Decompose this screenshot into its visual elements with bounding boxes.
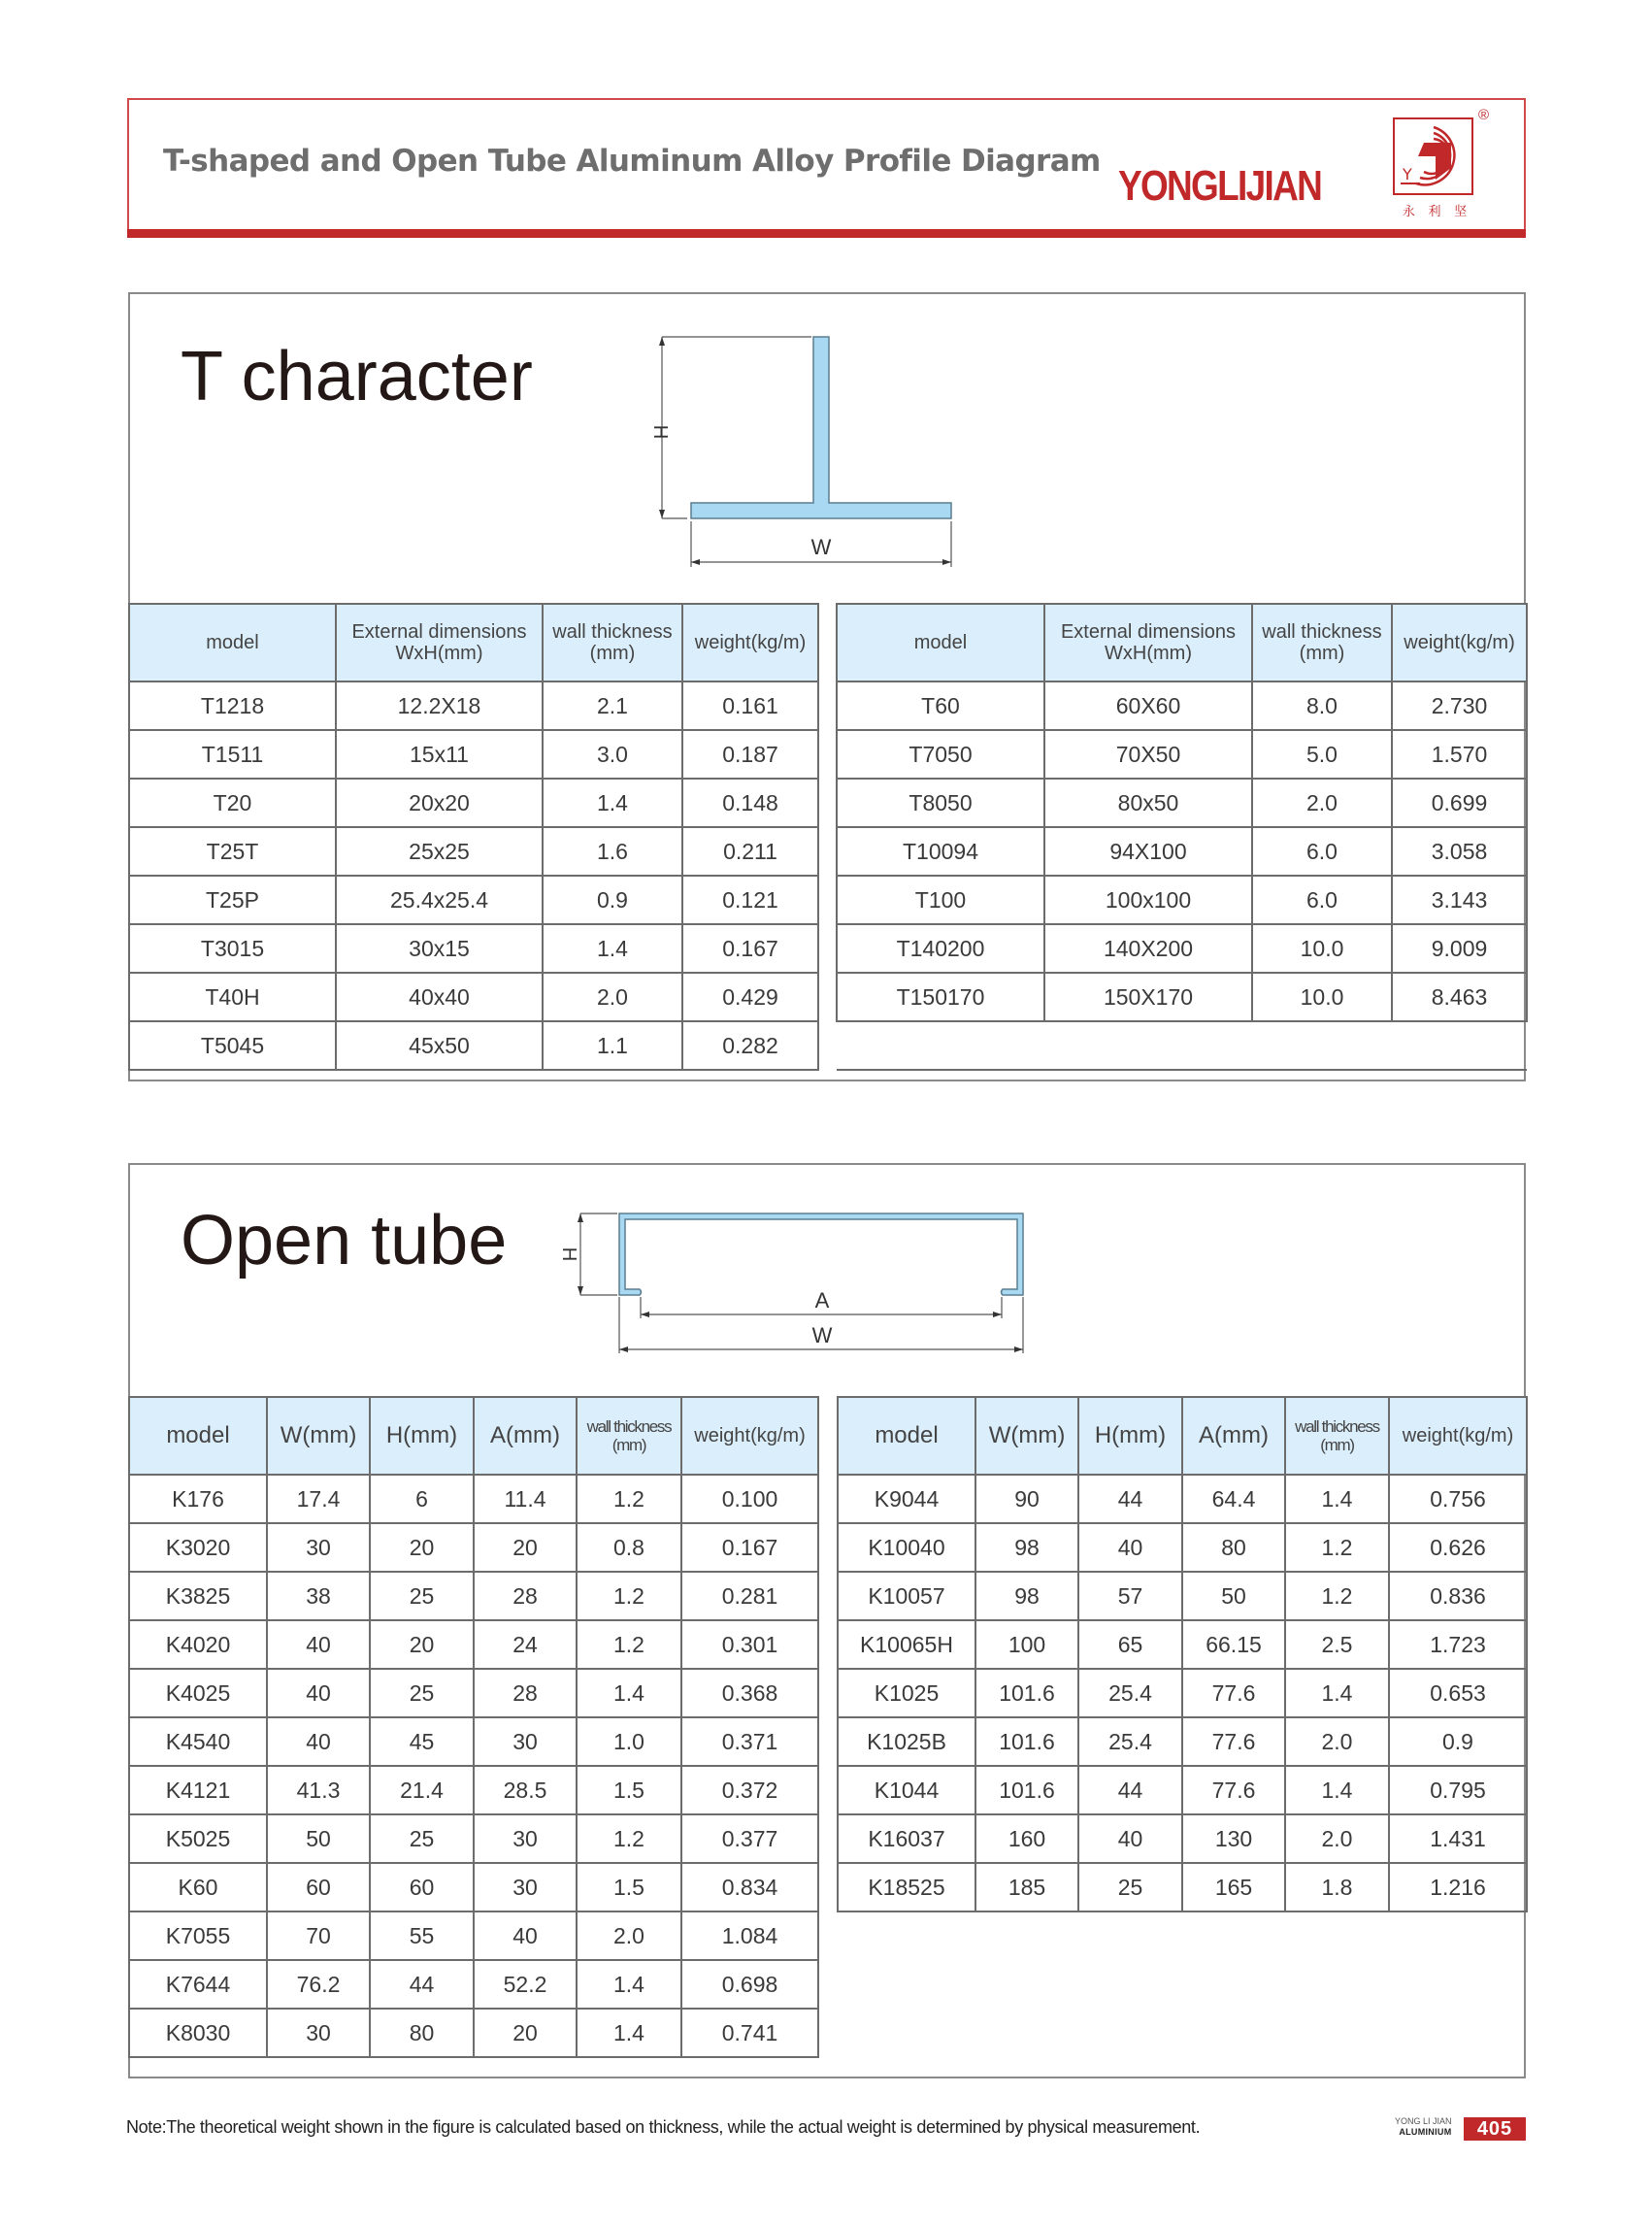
width-dimension-label: W xyxy=(810,535,832,559)
table-cell: 25.4 xyxy=(1078,1717,1182,1766)
t-section-title: T character xyxy=(181,338,533,415)
table-cell: 94X100 xyxy=(1044,827,1252,876)
table-cell: 0.377 xyxy=(681,1814,818,1863)
table-cell: 101.6 xyxy=(975,1669,1078,1717)
table-cell: 2.5 xyxy=(1285,1620,1389,1669)
table-cell: 21.4 xyxy=(370,1766,474,1814)
table-cell: 30 xyxy=(474,1863,577,1911)
table-cell: 70 xyxy=(267,1911,370,1960)
table-row xyxy=(129,730,818,779)
table-cell: 25.4x25.4 xyxy=(336,876,543,924)
col-width: W(mm) xyxy=(975,1397,1078,1475)
table-cell: 60 xyxy=(267,1863,370,1911)
table-cell: 98 xyxy=(975,1572,1078,1620)
table-cell: 0.756 xyxy=(1389,1475,1527,1523)
col-model: model xyxy=(837,604,1044,681)
header-red-rule xyxy=(127,229,1526,238)
cell-model: T150170 xyxy=(837,973,1044,1021)
table-cell: 1.570 xyxy=(1392,730,1527,779)
table-cell: 2.0 xyxy=(543,973,682,1021)
table-cell: 0.834 xyxy=(681,1863,818,1911)
table-cell: 41.3 xyxy=(267,1766,370,1814)
table-cell: 1.4 xyxy=(543,924,682,973)
table-cell: 0.371 xyxy=(681,1717,818,1766)
cell-model: T60 xyxy=(837,681,1044,730)
table-row xyxy=(129,1911,818,1960)
table-cell: 1.084 xyxy=(681,1911,818,1960)
cell-model: T1218 xyxy=(129,681,336,730)
table-row xyxy=(129,1863,818,1911)
table-cell: 30 xyxy=(267,1523,370,1572)
table-cell: 9.009 xyxy=(1392,924,1527,973)
table-cell: 1.2 xyxy=(577,1572,681,1620)
cell-model: T20 xyxy=(129,779,336,827)
table-cell: 70X50 xyxy=(1044,730,1252,779)
table-cell: 2.1 xyxy=(543,681,682,730)
table-cell: 8.463 xyxy=(1392,973,1527,1021)
table-cell: 20x20 xyxy=(336,779,543,827)
cell-model: T140200 xyxy=(837,924,1044,973)
table-cell: 0.211 xyxy=(682,827,818,876)
open-tube-section-title: Open tube xyxy=(181,1202,508,1280)
cell-model: K1025 xyxy=(838,1669,975,1717)
t-spec-table-right xyxy=(836,603,1528,1071)
table-cell: 160 xyxy=(975,1814,1078,1863)
col-opening: A(mm) xyxy=(474,1397,577,1475)
table-cell: 0.282 xyxy=(682,1021,818,1070)
table-cell: 0.9 xyxy=(543,876,682,924)
table-cell: 2.0 xyxy=(1285,1814,1389,1863)
table-cell: 64.4 xyxy=(1182,1475,1285,1523)
table-row xyxy=(837,681,1527,730)
table-cell: 1.1 xyxy=(543,1021,682,1070)
table-cell: 17.4 xyxy=(267,1475,370,1523)
table-row xyxy=(838,1523,1527,1572)
table-cell: 0.148 xyxy=(682,779,818,827)
col-width: W(mm) xyxy=(267,1397,370,1475)
table-header-row xyxy=(837,604,1527,681)
table-cell: 44 xyxy=(1078,1475,1182,1523)
cell-model: K7644 xyxy=(129,1960,267,2009)
table-cell: 57 xyxy=(1078,1572,1182,1620)
table-cell: 5.0 xyxy=(1252,730,1392,779)
table-cell: 28 xyxy=(474,1669,577,1717)
document-title: T-shaped and Open Tube Aluminum Alloy Profile Diagram xyxy=(163,144,1101,179)
table-cell: 1.431 xyxy=(1389,1814,1527,1863)
table-cell: 45x50 xyxy=(336,1021,543,1070)
table-cell: 20 xyxy=(474,1523,577,1572)
table-cell: 77.6 xyxy=(1182,1766,1285,1814)
table-cell: 1.2 xyxy=(577,1814,681,1863)
table-cell: 12.2X18 xyxy=(336,681,543,730)
table-cell: 0.795 xyxy=(1389,1766,1527,1814)
table-row xyxy=(129,1475,818,1523)
cell-model: T40H xyxy=(129,973,336,1021)
table-row xyxy=(838,1572,1527,1620)
cell-model: K60 xyxy=(129,1863,267,1911)
table-cell: 50 xyxy=(267,1814,370,1863)
table-cell: 1.4 xyxy=(1285,1669,1389,1717)
registered-mark: ® xyxy=(1478,107,1490,123)
empty-row xyxy=(837,1021,1527,1070)
t-profile-diagram xyxy=(621,325,971,582)
table-cell: 6 xyxy=(370,1475,474,1523)
table-cell: 6.0 xyxy=(1252,876,1392,924)
table-row xyxy=(837,876,1527,924)
table-cell: 76.2 xyxy=(267,1960,370,2009)
table-cell: 1.4 xyxy=(577,1960,681,2009)
table-cell: 0.372 xyxy=(681,1766,818,1814)
table-cell: 20 xyxy=(370,1620,474,1669)
svg-text:Y: Y xyxy=(1403,165,1412,183)
table-row xyxy=(129,1021,818,1070)
height-dimension-label: H xyxy=(649,424,671,440)
cell-model: K4540 xyxy=(129,1717,267,1766)
table-cell: 30 xyxy=(267,2009,370,2057)
table-cell: 1.6 xyxy=(543,827,682,876)
table-cell: 11.4 xyxy=(474,1475,577,1523)
table-cell: 100 xyxy=(975,1620,1078,1669)
page-brand-name: YONG LI JIAN xyxy=(1395,2116,1452,2126)
width-dimension-label: W xyxy=(811,1323,833,1347)
cell-model: K10065H xyxy=(838,1620,975,1669)
table-cell: 1.5 xyxy=(577,1863,681,1911)
table-cell: 30x15 xyxy=(336,924,543,973)
table-cell: 25.4 xyxy=(1078,1669,1182,1717)
col-model: model xyxy=(838,1397,975,1475)
table-cell: 140X200 xyxy=(1044,924,1252,973)
table-cell: 100x100 xyxy=(1044,876,1252,924)
col-model: model xyxy=(129,604,336,681)
cell-model: K3825 xyxy=(129,1572,267,1620)
col-wall-thickness: wall thickness (mm) xyxy=(543,604,682,681)
table-cell: 0.368 xyxy=(681,1669,818,1717)
table-row xyxy=(838,1717,1527,1766)
table-row xyxy=(837,827,1527,876)
table-row xyxy=(129,1766,818,1814)
col-height: H(mm) xyxy=(370,1397,474,1475)
table-cell: 40 xyxy=(267,1717,370,1766)
cell-model: T3015 xyxy=(129,924,336,973)
table-cell: 0.167 xyxy=(682,924,818,973)
table-cell: 30 xyxy=(474,1717,577,1766)
cell-model: K10057 xyxy=(838,1572,975,1620)
col-opening: A(mm) xyxy=(1182,1397,1285,1475)
col-wall-thickness: wall thickness (mm) xyxy=(577,1397,681,1475)
table-row xyxy=(837,779,1527,827)
table-row xyxy=(129,1814,818,1863)
table-cell: 38 xyxy=(267,1572,370,1620)
table-cell: 25 xyxy=(370,1814,474,1863)
table-cell: 10.0 xyxy=(1252,973,1392,1021)
table-cell: 0.100 xyxy=(681,1475,818,1523)
table-cell: 45 xyxy=(370,1717,474,1766)
cell-model: T5045 xyxy=(129,1021,336,1070)
table-cell: 0.121 xyxy=(682,876,818,924)
table-cell: 0.167 xyxy=(681,1523,818,1572)
cell-model: K9044 xyxy=(838,1475,975,1523)
cell-model: K16037 xyxy=(838,1814,975,1863)
table-cell: 0.301 xyxy=(681,1620,818,1669)
table-cell: 0.8 xyxy=(577,1523,681,1572)
table-row xyxy=(129,1620,818,1669)
table-cell: 0.281 xyxy=(681,1572,818,1620)
cell-model: K18525 xyxy=(838,1863,975,1911)
cell-model: K4121 xyxy=(129,1766,267,1814)
table-cell: 1.5 xyxy=(577,1766,681,1814)
col-weight: weight(kg/m) xyxy=(1392,604,1527,681)
height-dimension-label: H xyxy=(558,1246,579,1262)
table-cell: 2.0 xyxy=(1285,1717,1389,1766)
table-cell: 1.2 xyxy=(577,1620,681,1669)
table-cell: 1.4 xyxy=(1285,1766,1389,1814)
table-cell: 40 xyxy=(1078,1814,1182,1863)
table-cell: 40 xyxy=(267,1669,370,1717)
logo-char: 利 xyxy=(1428,205,1441,219)
table-row xyxy=(838,1669,1527,1717)
col-height: H(mm) xyxy=(1078,1397,1182,1475)
table-cell: 0.429 xyxy=(682,973,818,1021)
col-wall-thickness: wall thickness (mm) xyxy=(1285,1397,1389,1475)
col-weight: weight(kg/m) xyxy=(681,1397,818,1475)
table-cell: 3.143 xyxy=(1392,876,1527,924)
table-cell: 44 xyxy=(1078,1766,1182,1814)
table-header-row xyxy=(129,604,818,681)
table-cell: 0.699 xyxy=(1392,779,1527,827)
table-cell: 20 xyxy=(474,2009,577,2057)
table-cell: 24 xyxy=(474,1620,577,1669)
table-cell: 52.2 xyxy=(474,1960,577,2009)
cell-model: K7055 xyxy=(129,1911,267,1960)
page-brand xyxy=(1395,2116,1452,2138)
table-cell: 1.2 xyxy=(1285,1523,1389,1572)
table-row xyxy=(129,924,818,973)
col-weight: weight(kg/m) xyxy=(682,604,818,681)
table-cell: 0.161 xyxy=(682,681,818,730)
brand-logo-icon xyxy=(1393,117,1473,195)
table-cell: 8.0 xyxy=(1252,681,1392,730)
table-row xyxy=(129,827,818,876)
table-cell: 77.6 xyxy=(1182,1669,1285,1717)
table-cell: 1.4 xyxy=(1285,1475,1389,1523)
table-row xyxy=(129,973,818,1021)
table-cell: 55 xyxy=(370,1911,474,1960)
table-cell: 28 xyxy=(474,1572,577,1620)
page-brand-sub: ALUMINIUM xyxy=(1399,2127,1452,2137)
table-row xyxy=(129,779,818,827)
cell-model: K4025 xyxy=(129,1669,267,1717)
table-row xyxy=(129,1960,818,2009)
table-cell: 1.2 xyxy=(577,1475,681,1523)
table-cell: 165 xyxy=(1182,1863,1285,1911)
table-cell: 1.216 xyxy=(1389,1863,1527,1911)
col-model: model xyxy=(129,1397,267,1475)
table-cell: 20 xyxy=(370,1523,474,1572)
table-row xyxy=(838,1814,1527,1863)
table-header-row xyxy=(838,1397,1527,1475)
cell-model: T100 xyxy=(837,876,1044,924)
table-cell: 0.836 xyxy=(1389,1572,1527,1620)
table-cell: 60 xyxy=(370,1863,474,1911)
table-cell: 28.5 xyxy=(474,1766,577,1814)
table-row xyxy=(838,1863,1527,1911)
cell-model: K176 xyxy=(129,1475,267,1523)
table-cell: 25 xyxy=(370,1572,474,1620)
cell-model: K1025B xyxy=(838,1717,975,1766)
table-cell: 25x25 xyxy=(336,827,543,876)
table-cell: 77.6 xyxy=(1182,1717,1285,1766)
open-tube-profile-diagram xyxy=(553,1204,1039,1359)
table-cell: 65 xyxy=(1078,1620,1182,1669)
logo-chinese-name xyxy=(1396,201,1473,219)
table-cell: 15x11 xyxy=(336,730,543,779)
table-cell: 44 xyxy=(370,1960,474,2009)
table-cell: 25 xyxy=(370,1669,474,1717)
open-tube-spec-table-right xyxy=(837,1396,1528,1912)
table-row xyxy=(129,1572,818,1620)
table-cell: 0.698 xyxy=(681,1960,818,2009)
logo-emblem-icon xyxy=(1395,119,1471,193)
table-cell: 60X60 xyxy=(1044,681,1252,730)
table-row xyxy=(129,2009,818,2057)
table-cell: 40x40 xyxy=(336,973,543,1021)
col-weight: weight(kg/m) xyxy=(1389,1397,1527,1475)
table-cell: 50 xyxy=(1182,1572,1285,1620)
table-cell: 2.0 xyxy=(1252,779,1392,827)
table-cell: 10.0 xyxy=(1252,924,1392,973)
table-cell: 90 xyxy=(975,1475,1078,1523)
table-cell: 66.15 xyxy=(1182,1620,1285,1669)
table-cell: 30 xyxy=(474,1814,577,1863)
table-cell: 40 xyxy=(1078,1523,1182,1572)
col-wall-thickness: wall thickness (mm) xyxy=(1252,604,1392,681)
table-cell: 3.0 xyxy=(543,730,682,779)
table-row xyxy=(129,1523,818,1572)
table-cell: 1.4 xyxy=(543,779,682,827)
table-cell: 1.4 xyxy=(577,2009,681,2057)
table-row xyxy=(837,730,1527,779)
table-cell: 0.187 xyxy=(682,730,818,779)
table-cell: 80 xyxy=(1182,1523,1285,1572)
table-cell: 98 xyxy=(975,1523,1078,1572)
table-row xyxy=(838,1620,1527,1669)
table-cell: 2.0 xyxy=(577,1911,681,1960)
cell-model: K10040 xyxy=(838,1523,975,1572)
table-cell: 0.741 xyxy=(681,2009,818,2057)
table-row xyxy=(129,876,818,924)
table-cell: 185 xyxy=(975,1863,1078,1911)
brand-wordmark: YONGLIJIAN xyxy=(1118,162,1322,210)
cell-model: K8030 xyxy=(129,2009,267,2057)
cell-model: K3020 xyxy=(129,1523,267,1572)
logo-char: 永 xyxy=(1402,205,1415,219)
table-row xyxy=(129,1669,818,1717)
cell-model: T25T xyxy=(129,827,336,876)
table-cell: 6.0 xyxy=(1252,827,1392,876)
table-cell: 2.730 xyxy=(1392,681,1527,730)
cell-model: K4020 xyxy=(129,1620,267,1669)
table-cell: 101.6 xyxy=(975,1717,1078,1766)
table-cell: 130 xyxy=(1182,1814,1285,1863)
table-cell: 40 xyxy=(267,1620,370,1669)
table-row xyxy=(837,973,1527,1021)
table-cell: 3.058 xyxy=(1392,827,1527,876)
table-header-row xyxy=(129,1397,818,1475)
col-external-dimensions: External dimensions WxH(mm) xyxy=(336,604,543,681)
table-row xyxy=(838,1766,1527,1814)
table-cell: 1.2 xyxy=(1285,1572,1389,1620)
table-cell: 0.653 xyxy=(1389,1669,1527,1717)
logo-char: 坚 xyxy=(1454,205,1468,219)
table-cell: 80 xyxy=(370,2009,474,2057)
table-cell: 1.8 xyxy=(1285,1863,1389,1911)
table-row xyxy=(129,681,818,730)
table-cell: 1.723 xyxy=(1389,1620,1527,1669)
open-tube-spec-table-left xyxy=(128,1396,819,2058)
cell-model: T8050 xyxy=(837,779,1044,827)
cell-model: K5025 xyxy=(129,1814,267,1863)
table-cell: 0.9 xyxy=(1389,1717,1527,1766)
table-cell: 1.4 xyxy=(577,1669,681,1717)
cell-model: T10094 xyxy=(837,827,1044,876)
cell-model: T25P xyxy=(129,876,336,924)
table-cell: 150X170 xyxy=(1044,973,1252,1021)
page-number: 405 xyxy=(1464,2117,1526,2141)
table-cell: 101.6 xyxy=(975,1766,1078,1814)
footer-note: Note:The theoretical weight shown in the figure is calculated based on thickness, while the actual weight is determined by physical measurement. xyxy=(126,2117,1201,2137)
table-row xyxy=(837,924,1527,973)
cell-model: T1511 xyxy=(129,730,336,779)
table-row xyxy=(838,1475,1527,1523)
opening-dimension-label: A xyxy=(814,1288,830,1313)
table-cell: 25 xyxy=(1078,1863,1182,1911)
cell-model: K1044 xyxy=(838,1766,975,1814)
table-cell: 1.0 xyxy=(577,1717,681,1766)
col-external-dimensions: External dimensions WxH(mm) xyxy=(1044,604,1252,681)
table-cell: 0.626 xyxy=(1389,1523,1527,1572)
table-row xyxy=(129,1717,818,1766)
cell-model: T7050 xyxy=(837,730,1044,779)
table-cell: 80x50 xyxy=(1044,779,1252,827)
t-spec-table-left xyxy=(128,603,819,1071)
table-cell: 40 xyxy=(474,1911,577,1960)
